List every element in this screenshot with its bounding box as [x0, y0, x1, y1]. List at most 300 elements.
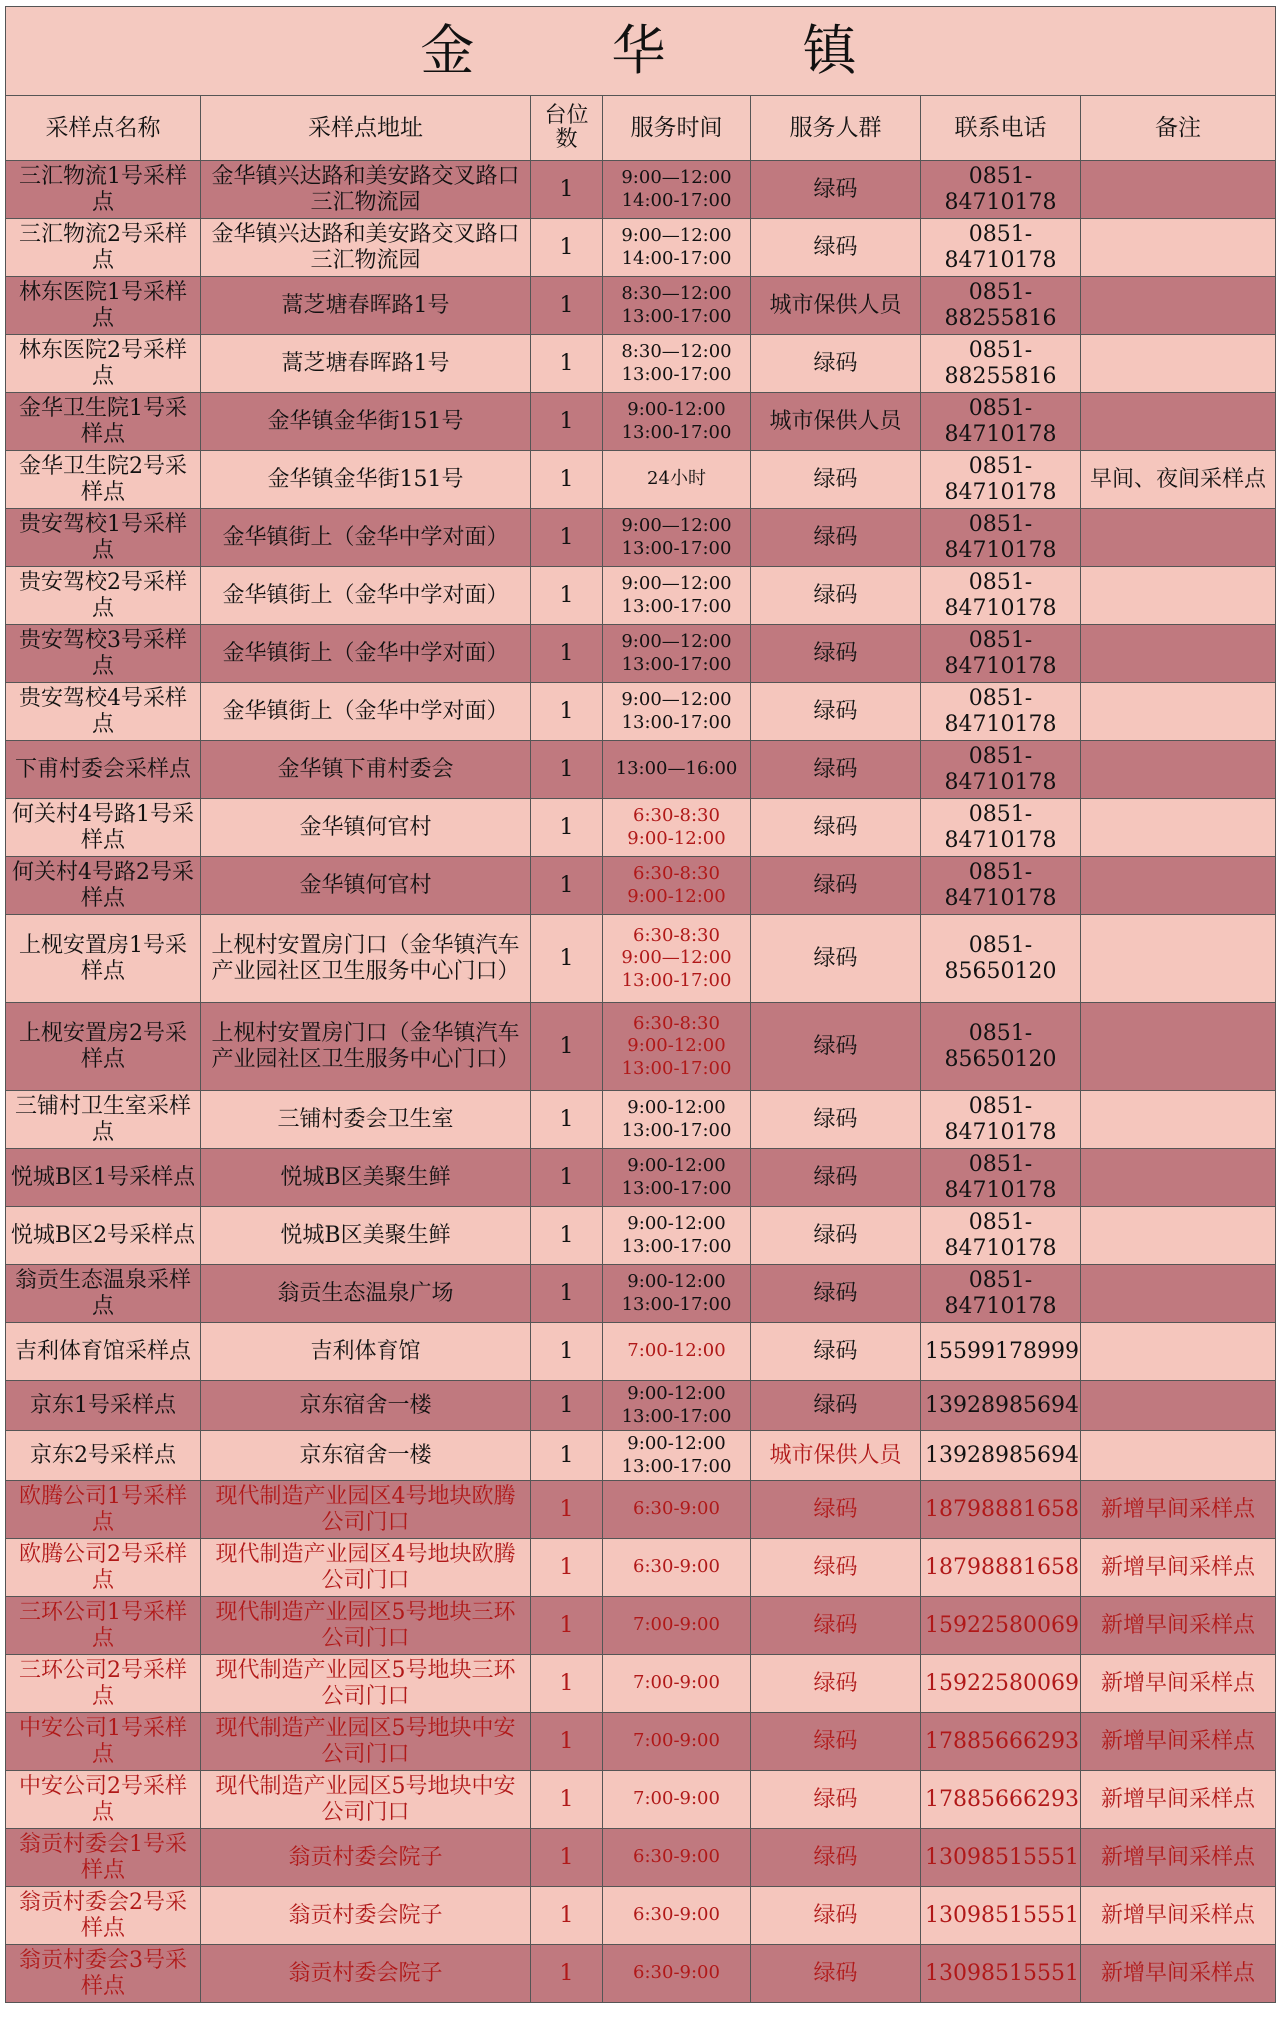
- service-time-line: 13:00-17:00: [621, 1177, 732, 1199]
- service-group-cell: 城市保供人员: [751, 277, 921, 335]
- table-row: [6, 1381, 1276, 1431]
- service-time-cell: [603, 161, 751, 219]
- service-time-cell: 6:30-9:00: [603, 1945, 751, 2003]
- phone-cell: [921, 1003, 1081, 1091]
- note-cell: 新增早间采样点: [1081, 1887, 1276, 1945]
- phone-cell: [921, 1091, 1081, 1149]
- service-time-cell: [603, 567, 751, 625]
- site-name-cell: 三汇物流2号采样点: [6, 219, 201, 277]
- table-row: [6, 683, 1276, 741]
- phone-cell: 13928985694: [921, 1381, 1081, 1431]
- service-time-cell: [603, 335, 751, 393]
- service-time-line: 13:00-17:00: [621, 1235, 732, 1257]
- note-cell: [1081, 799, 1276, 857]
- service-group-cell: 绿码: [751, 1771, 921, 1829]
- service-group-cell: 绿码: [751, 567, 921, 625]
- service-time-line: 9:00—12:00: [621, 573, 732, 594]
- address-cell: 翁贡生态温泉广场: [201, 1265, 531, 1323]
- note-cell: [1081, 219, 1276, 277]
- address-cell: 京东宿舍一楼: [201, 1431, 531, 1481]
- service-time-line: 14:00-17:00: [621, 189, 732, 211]
- note-cell: [1081, 393, 1276, 451]
- phone-cell: [921, 625, 1081, 683]
- table-row: [6, 1431, 1276, 1481]
- phone-cell: [921, 1207, 1081, 1265]
- phone-line: 85650120: [944, 1046, 1057, 1072]
- site-name-cell: 贵安驾校3号采样点: [6, 625, 201, 683]
- table-row: [6, 451, 1276, 509]
- service-group-cell: 绿码: [751, 1091, 921, 1149]
- phone-cell: 15922580069: [921, 1655, 1081, 1713]
- service-group-cell: 绿码: [751, 1207, 921, 1265]
- note-cell: [1081, 857, 1276, 915]
- phone-cell: [921, 857, 1081, 915]
- note-cell: [1081, 1003, 1276, 1091]
- phone-line: 88255816: [944, 305, 1057, 331]
- address-cell: 金华镇街上（金华中学对面）: [201, 683, 531, 741]
- address-cell: 现代制造产业园区4号地块欧腾公司门口: [201, 1481, 531, 1539]
- address-cell: 上枧村安置房门口（金华镇汽车产业园社区卫生服务中心门口）: [201, 915, 531, 1003]
- phone-line: 0851-: [968, 802, 1033, 828]
- station-count-cell: 1: [531, 393, 603, 451]
- station-count-cell: 1: [531, 741, 603, 799]
- address-cell: 上枧村安置房门口（金华镇汽车产业园社区卫生服务中心门口）: [201, 1003, 531, 1091]
- address-cell: 金华镇何官村: [201, 799, 531, 857]
- address-cell: 翁贡村委会院子: [201, 1945, 531, 2003]
- service-group-cell: 绿码: [751, 1323, 921, 1381]
- note-cell: [1081, 741, 1276, 799]
- note-cell: [1081, 683, 1276, 741]
- service-time-cell: [603, 799, 751, 857]
- address-cell: 蒿芝塘春晖路1号: [201, 335, 531, 393]
- phone-cell: [921, 1149, 1081, 1207]
- note-cell: 新增早间采样点: [1081, 1539, 1276, 1597]
- station-count-cell: 1: [531, 1771, 603, 1829]
- station-count-cell: 1: [531, 1003, 603, 1091]
- note-cell: [1081, 1091, 1276, 1149]
- service-time-cell: [603, 277, 751, 335]
- site-name-cell: 三汇物流1号采样点: [6, 161, 201, 219]
- service-time-line: 13:00-17:00: [621, 421, 732, 443]
- site-name-cell: 中安公司1号采样点: [6, 1713, 201, 1771]
- site-name-cell: 贵安驾校2号采样点: [6, 567, 201, 625]
- phone-line: 0851-: [968, 933, 1033, 959]
- station-count-cell: 1: [531, 1945, 603, 2003]
- site-name-cell: 上枧安置房1号采样点: [6, 915, 201, 1003]
- address-cell: 金华镇兴达路和美安路交叉路口三汇物流园: [201, 219, 531, 277]
- address-cell: 悦城B区美聚生鲜: [201, 1149, 531, 1207]
- phone-cell: 13928985694: [921, 1431, 1081, 1481]
- table-row: [6, 915, 1276, 1003]
- station-count-cell: 1: [531, 1323, 603, 1381]
- table-row: [6, 741, 1276, 799]
- site-name-cell: 欧腾公司1号采样点: [6, 1481, 201, 1539]
- site-name-cell: 京东1号采样点: [6, 1381, 201, 1431]
- station-count-cell: 1: [531, 335, 603, 393]
- service-time-cell: 6:30-9:00: [603, 1539, 751, 1597]
- service-group-cell: 绿码: [751, 161, 921, 219]
- site-name-cell: 金华卫生院1号采样点: [6, 393, 201, 451]
- station-count-cell: 1: [531, 799, 603, 857]
- table-row: [6, 1829, 1276, 1887]
- site-name-cell: 翁贡生态温泉采样点: [6, 1265, 201, 1323]
- service-group-cell: 绿码: [751, 1265, 921, 1323]
- service-time-line: 9:00-12:00: [627, 1097, 726, 1118]
- phone-line: 0851-: [968, 1210, 1033, 1236]
- phone-line: 84710178: [944, 711, 1057, 737]
- service-time-cell: 13:00—16:00: [603, 741, 751, 799]
- site-name-cell: 贵安驾校1号采样点: [6, 509, 201, 567]
- phone-line: 0851-: [968, 1268, 1033, 1294]
- site-name-cell: 悦城B区2号采样点: [6, 1207, 201, 1265]
- phone-cell: [921, 741, 1081, 799]
- table-row: [6, 509, 1276, 567]
- station-count-cell: 1: [531, 509, 603, 567]
- sampling-sites-sheet: [5, 6, 1275, 2003]
- table-row: [6, 1265, 1276, 1323]
- phone-line: 84710178: [944, 247, 1057, 273]
- address-cell: 现代制造产业园区5号地块中安公司门口: [201, 1771, 531, 1829]
- service-time-cell: [603, 915, 751, 1003]
- service-time-line: 9:00-12:00: [627, 1213, 726, 1234]
- phone-line: 0851-: [968, 280, 1033, 306]
- address-cell: 金华镇街上（金华中学对面）: [201, 509, 531, 567]
- phone-line: 84710178: [944, 885, 1057, 911]
- service-group-cell: 城市保供人员: [751, 1431, 921, 1481]
- station-count-cell: 1: [531, 1597, 603, 1655]
- table-row: [6, 161, 1276, 219]
- station-count-cell: 1: [531, 161, 603, 219]
- service-time-line: 9:00—12:00: [621, 689, 732, 710]
- service-time-cell: [603, 857, 751, 915]
- note-cell: [1081, 161, 1276, 219]
- address-cell: 现代制造产业园区5号地块中安公司门口: [201, 1713, 531, 1771]
- phone-line: 84710178: [944, 189, 1057, 215]
- station-count-cell: 1: [531, 1431, 603, 1481]
- service-group-cell: 绿码: [751, 335, 921, 393]
- col-header-notes: 备注: [1081, 96, 1276, 161]
- service-time-line: 13:00-17:00: [621, 653, 732, 675]
- service-time-line: 9:00-12:00: [627, 1271, 726, 1292]
- service-time-line: 9:00-12:00: [627, 1155, 726, 1176]
- phone-cell: [921, 335, 1081, 393]
- service-group-cell: 绿码: [751, 1713, 921, 1771]
- address-cell: 金华镇下甫村委会: [201, 741, 531, 799]
- address-cell: 金华镇街上（金华中学对面）: [201, 625, 531, 683]
- site-name-cell: 金华卫生院2号采样点: [6, 451, 201, 509]
- phone-line: 0851-: [968, 222, 1033, 248]
- phone-line: 84710178: [944, 827, 1057, 853]
- service-time-line: 13:00-17:00: [621, 595, 732, 617]
- address-cell: 现代制造产业园区5号地块三环公司门口: [201, 1597, 531, 1655]
- site-name-cell: 京东2号采样点: [6, 1431, 201, 1481]
- service-time-line: 9:00-12:00: [627, 827, 726, 849]
- service-time-line: 14:00-17:00: [621, 247, 732, 269]
- phone-cell: 18798881658: [921, 1481, 1081, 1539]
- site-name-cell: 吉利体育馆采样点: [6, 1323, 201, 1381]
- station-count-cell: 1: [531, 625, 603, 683]
- service-group-cell: 绿码: [751, 857, 921, 915]
- site-name-cell: 三铺村卫生室采样点: [6, 1091, 201, 1149]
- service-time-cell: [603, 1207, 751, 1265]
- service-group-cell: 绿码: [751, 915, 921, 1003]
- service-time-line: 6:30-8:30: [633, 805, 720, 826]
- phone-line: 0851-: [968, 570, 1033, 596]
- station-count-cell: 1: [531, 1265, 603, 1323]
- station-count-cell: 1: [531, 1829, 603, 1887]
- note-cell: [1081, 1431, 1276, 1481]
- table-row: [6, 1003, 1276, 1091]
- address-cell: 悦城B区美聚生鲜: [201, 1207, 531, 1265]
- station-count-cell: 1: [531, 1091, 603, 1149]
- site-name-cell: 上枧安置房2号采样点: [6, 1003, 201, 1091]
- table-row: [6, 625, 1276, 683]
- service-time-line: 13:00-17:00: [621, 363, 732, 385]
- phone-line: 84710178: [944, 653, 1057, 679]
- phone-cell: 17885666293: [921, 1713, 1081, 1771]
- phone-cell: 17885666293: [921, 1771, 1081, 1829]
- service-time-line: 9:00-12:00: [627, 885, 726, 907]
- phone-cell: 13098515551: [921, 1829, 1081, 1887]
- site-name-cell: 下甫村委会采样点: [6, 741, 201, 799]
- service-group-cell: 绿码: [751, 1539, 921, 1597]
- site-name-cell: 林东医院1号采样点: [6, 277, 201, 335]
- phone-cell: 13098515551: [921, 1887, 1081, 1945]
- address-cell: 三铺村委会卫生室: [201, 1091, 531, 1149]
- phone-line: 0851-: [968, 338, 1033, 364]
- table-body: [6, 161, 1276, 2003]
- note-cell: [1081, 1207, 1276, 1265]
- phone-line: 84710178: [944, 1235, 1057, 1261]
- note-cell: [1081, 1381, 1276, 1431]
- service-time-line: 9:00—12:00: [621, 225, 732, 246]
- service-group-cell: 绿码: [751, 1655, 921, 1713]
- col-header-service-time: 服务时间: [603, 96, 751, 161]
- service-time-line: 9:00-12:00: [627, 1383, 726, 1404]
- table-row: [6, 1713, 1276, 1771]
- phone-line: 0851-: [968, 744, 1033, 770]
- service-time-cell: 7:00-9:00: [603, 1771, 751, 1829]
- phone-cell: [921, 1265, 1081, 1323]
- site-name-cell: 贵安驾校4号采样点: [6, 683, 201, 741]
- site-name-cell: 悦城B区1号采样点: [6, 1149, 201, 1207]
- service-time-cell: [603, 509, 751, 567]
- phone-line: 84710178: [944, 479, 1057, 505]
- station-count-cell: 1: [531, 915, 603, 1003]
- phone-line: 85650120: [944, 958, 1057, 984]
- phone-line: 84710178: [944, 537, 1057, 563]
- address-cell: 金华镇金华街151号: [201, 393, 531, 451]
- table-row: [6, 857, 1276, 915]
- service-group-cell: 绿码: [751, 799, 921, 857]
- table-header-row: [6, 96, 1276, 161]
- service-time-line: 13:00-17:00: [621, 1405, 732, 1427]
- table-row: [6, 1771, 1276, 1829]
- site-name-cell: 林东医院2号采样点: [6, 335, 201, 393]
- service-group-cell: 绿码: [751, 683, 921, 741]
- note-cell: 新增早间采样点: [1081, 1713, 1276, 1771]
- service-time-cell: [603, 393, 751, 451]
- service-time-cell: [603, 1381, 751, 1431]
- service-time-line: 13:00-17:00: [621, 1293, 732, 1315]
- phone-cell: [921, 451, 1081, 509]
- service-group-cell: 绿码: [751, 1003, 921, 1091]
- phone-cell: 13098515551: [921, 1945, 1081, 2003]
- page-title: 金 华 镇: [6, 7, 1276, 96]
- phone-cell: [921, 915, 1081, 1003]
- site-name-cell: 欧腾公司2号采样点: [6, 1539, 201, 1597]
- service-time-line: 9:00-12:00: [627, 1035, 726, 1057]
- phone-cell: 18798881658: [921, 1539, 1081, 1597]
- note-cell: 新增早间采样点: [1081, 1945, 1276, 2003]
- phone-line: 84710178: [944, 769, 1057, 795]
- service-time-cell: 6:30-9:00: [603, 1887, 751, 1945]
- service-group-cell: 绿码: [751, 1149, 921, 1207]
- address-cell: 现代制造产业园区5号地块三环公司门口: [201, 1655, 531, 1713]
- phone-cell: 15599178999: [921, 1323, 1081, 1381]
- table-row: [6, 219, 1276, 277]
- service-time-line: 8:30—12:00: [621, 341, 732, 362]
- station-count-cell: 1: [531, 1207, 603, 1265]
- phone-line: 0851-: [968, 454, 1033, 480]
- service-time-line: 13:00-17:00: [621, 537, 732, 559]
- service-time-line: 9:00—12:00: [621, 631, 732, 652]
- service-group-cell: 绿码: [751, 219, 921, 277]
- service-group-cell: 绿码: [751, 625, 921, 683]
- service-time-cell: 7:00-9:00: [603, 1655, 751, 1713]
- service-group-cell: 绿码: [751, 1597, 921, 1655]
- service-time-cell: [603, 1003, 751, 1091]
- phone-cell: [921, 683, 1081, 741]
- station-count-cell: 1: [531, 1539, 603, 1597]
- station-count-cell: 1: [531, 1887, 603, 1945]
- service-time-line: 9:00-12:00: [627, 399, 726, 420]
- station-count-cell: 1: [531, 1381, 603, 1431]
- col-header-service-group: 服务人群: [751, 96, 921, 161]
- phone-cell: [921, 509, 1081, 567]
- service-time-line: 9:00—12:00: [621, 515, 732, 536]
- table-row: [6, 1091, 1276, 1149]
- note-cell: [1081, 335, 1276, 393]
- phone-line: 0851-: [968, 1152, 1033, 1178]
- phone-line: 84710178: [944, 1293, 1057, 1319]
- phone-cell: [921, 219, 1081, 277]
- service-time-cell: 7:00-9:00: [603, 1597, 751, 1655]
- service-time-line: 6:30-8:30: [633, 863, 720, 884]
- station-count-cell: 1: [531, 1713, 603, 1771]
- phone-cell: [921, 161, 1081, 219]
- phone-line: 0851-: [968, 686, 1033, 712]
- note-cell: 新增早间采样点: [1081, 1771, 1276, 1829]
- phone-cell: [921, 799, 1081, 857]
- station-count-cell: 1: [531, 451, 603, 509]
- address-cell: 京东宿舍一楼: [201, 1381, 531, 1431]
- service-time-cell: 7:00-12:00: [603, 1323, 751, 1381]
- service-time-line: 9:00—12:00: [621, 167, 732, 188]
- table-row: [6, 277, 1276, 335]
- station-count-cell: 1: [531, 1481, 603, 1539]
- phone-line: 0851-: [968, 164, 1033, 190]
- table-row: [6, 1887, 1276, 1945]
- table-row: [6, 1597, 1276, 1655]
- table-row: [6, 1539, 1276, 1597]
- service-time-line: 13:00-17:00: [621, 1119, 732, 1141]
- note-cell: [1081, 915, 1276, 1003]
- service-time-line: 8:30—12:00: [621, 283, 732, 304]
- phone-line: 84710178: [944, 1177, 1057, 1203]
- table-row: [6, 1323, 1276, 1381]
- table-row: [6, 1655, 1276, 1713]
- address-cell: 蒿芝塘春晖路1号: [201, 277, 531, 335]
- address-cell: 翁贡村委会院子: [201, 1887, 531, 1945]
- note-cell: 新增早间采样点: [1081, 1829, 1276, 1887]
- note-cell: [1081, 625, 1276, 683]
- site-name-cell: 三环公司1号采样点: [6, 1597, 201, 1655]
- col-header-address: 采样点地址: [201, 96, 531, 161]
- note-cell: [1081, 509, 1276, 567]
- table-row: [6, 567, 1276, 625]
- service-time-cell: 7:00-9:00: [603, 1713, 751, 1771]
- phone-line: 84710178: [944, 421, 1057, 447]
- service-time-cell: 24小时: [603, 451, 751, 509]
- phone-line: 0851-: [968, 628, 1033, 654]
- sampling-sites-table: [5, 6, 1276, 2003]
- table-row: [6, 1945, 1276, 2003]
- note-cell: 新增早间采样点: [1081, 1481, 1276, 1539]
- table-row: [6, 1481, 1276, 1539]
- service-time-cell: 6:30-9:00: [603, 1829, 751, 1887]
- phone-line: 88255816: [944, 363, 1057, 389]
- site-name-cell: 中安公司2号采样点: [6, 1771, 201, 1829]
- service-time-line: 9:00—12:00: [621, 947, 732, 969]
- address-cell: 吉利体育馆: [201, 1323, 531, 1381]
- phone-line: 0851-: [968, 860, 1033, 886]
- station-count-cell: 1: [531, 1655, 603, 1713]
- table-row: [6, 393, 1276, 451]
- site-name-cell: 翁贡村委会2号采样点: [6, 1887, 201, 1945]
- note-cell: 早间、夜间采样点: [1081, 451, 1276, 509]
- service-group-cell: 绿码: [751, 1481, 921, 1539]
- site-name-cell: 翁贡村委会1号采样点: [6, 1829, 201, 1887]
- address-cell: 现代制造产业园区4号地块欧腾公司门口: [201, 1539, 531, 1597]
- phone-cell: [921, 277, 1081, 335]
- service-time-cell: [603, 1431, 751, 1481]
- service-time-line: 13:00-17:00: [621, 1455, 732, 1477]
- service-group-cell: 绿码: [751, 741, 921, 799]
- phone-cell: 15922580069: [921, 1597, 1081, 1655]
- table-row: [6, 1149, 1276, 1207]
- table-row: [6, 335, 1276, 393]
- note-cell: [1081, 1323, 1276, 1381]
- address-cell: 金华镇街上（金华中学对面）: [201, 567, 531, 625]
- col-header-station-count: 台位数: [531, 96, 603, 161]
- phone-cell: [921, 393, 1081, 451]
- site-name-cell: 翁贡村委会3号采样点: [6, 1945, 201, 2003]
- note-cell: 新增早间采样点: [1081, 1655, 1276, 1713]
- station-count-cell: 1: [531, 1149, 603, 1207]
- service-time-line: 9:00-12:00: [627, 1433, 726, 1454]
- service-time-line: 6:30-8:30: [633, 1012, 720, 1034]
- note-cell: [1081, 1149, 1276, 1207]
- station-count-cell: 1: [531, 683, 603, 741]
- service-time-line: 13:00-17:00: [621, 969, 732, 991]
- station-count-cell: 1: [531, 277, 603, 335]
- phone-cell: [921, 567, 1081, 625]
- phone-line: 0851-: [968, 1094, 1033, 1120]
- phone-line: 0851-: [968, 396, 1033, 422]
- col-header-phone: 联系电话: [921, 96, 1081, 161]
- address-cell: 金华镇何官村: [201, 857, 531, 915]
